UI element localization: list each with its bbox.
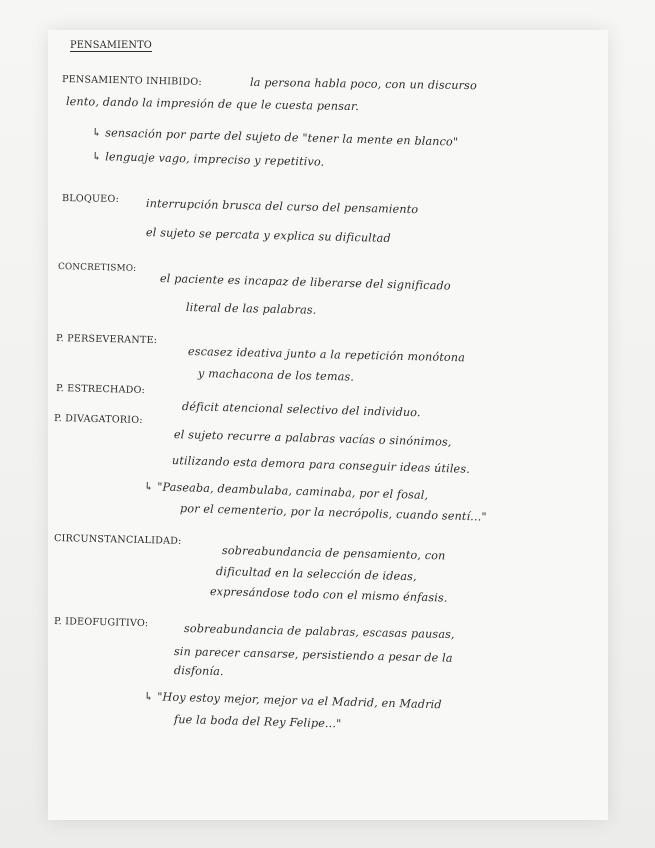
bullet-line: ↳ lenguaje vago, impreciso y repetitivo. [91,150,325,169]
term-p-estrechado: P. ESTRECHADO: [55,383,146,397]
quote-line: por el cementerio, por la necrópolis, cuando sentí..." [179,502,487,524]
term-pensamiento-inhibido: PENSAMIENTO INHIBIDO: [61,74,202,88]
definition-line: el sujeto se percata y explica su dificultad [145,226,391,245]
definition-line: expresándose todo con el mismo énfasis. [209,585,448,605]
definition-line: déficit atencional selectivo del individuo. [181,400,421,420]
page-title: PENSAMIENTO [70,40,152,51]
quote-line: fue la boda del Rey Felipe..." [173,713,342,731]
definition-line: dificultad en la selección de ideas, [215,565,417,584]
definition-line: el paciente es incapaz de liberarse del significado [159,272,451,293]
definition-line: sobreabundancia de palabras, escasas pausas, [183,622,455,642]
quote-line: ↳ "Hoy estoy mejor, mejor va el Madrid, en Madrid [143,690,442,712]
definition-line: lento, dando la impresión de que le cuesta pensar. [65,95,360,114]
term-bloqueo: BLOQUEO: [61,193,120,205]
term-p-divagatorio: P. DIVAGATORIO: [53,413,143,427]
definition-line: interrupción brusca del curso del pensamiento [145,197,419,217]
term-p-perseverante: P. PERSEVERANTE: [55,333,158,347]
definition-line: y machacona de los temas. [197,367,355,384]
definition-line: sobreabundancia de pensamiento, con [221,544,446,563]
definition-line: escasez ideativa junto a la repetición monótona [187,345,466,365]
definition-line: literal de las palabras. [185,301,317,317]
term-p-ideofugitivo: P. IDEOFUGITIVO: [53,616,149,630]
quote-line: ↳ "Paseaba, deambulaba, caminaba, por el fosal, [143,480,429,502]
bullet-line: ↳ sensación por parte del sujeto de "tener la mente en blanco" [91,126,459,149]
definition-line: la persona habla poco, con un discurso [249,76,477,93]
definition-line: utilizando esta demora para conseguir ideas útiles. [171,454,471,476]
definition-line: sin parecer cansarse, persistiendo a pesar de la [173,645,453,665]
definition-line: disfonía. [173,664,224,679]
term-circunstancialidad: CIRCUNSTANCIALIDAD: [53,533,182,547]
term-concretismo: CONCRETISMO: [57,262,137,274]
definition-line: el sujeto recurre a palabras vacías o sinónimos, [173,428,452,449]
